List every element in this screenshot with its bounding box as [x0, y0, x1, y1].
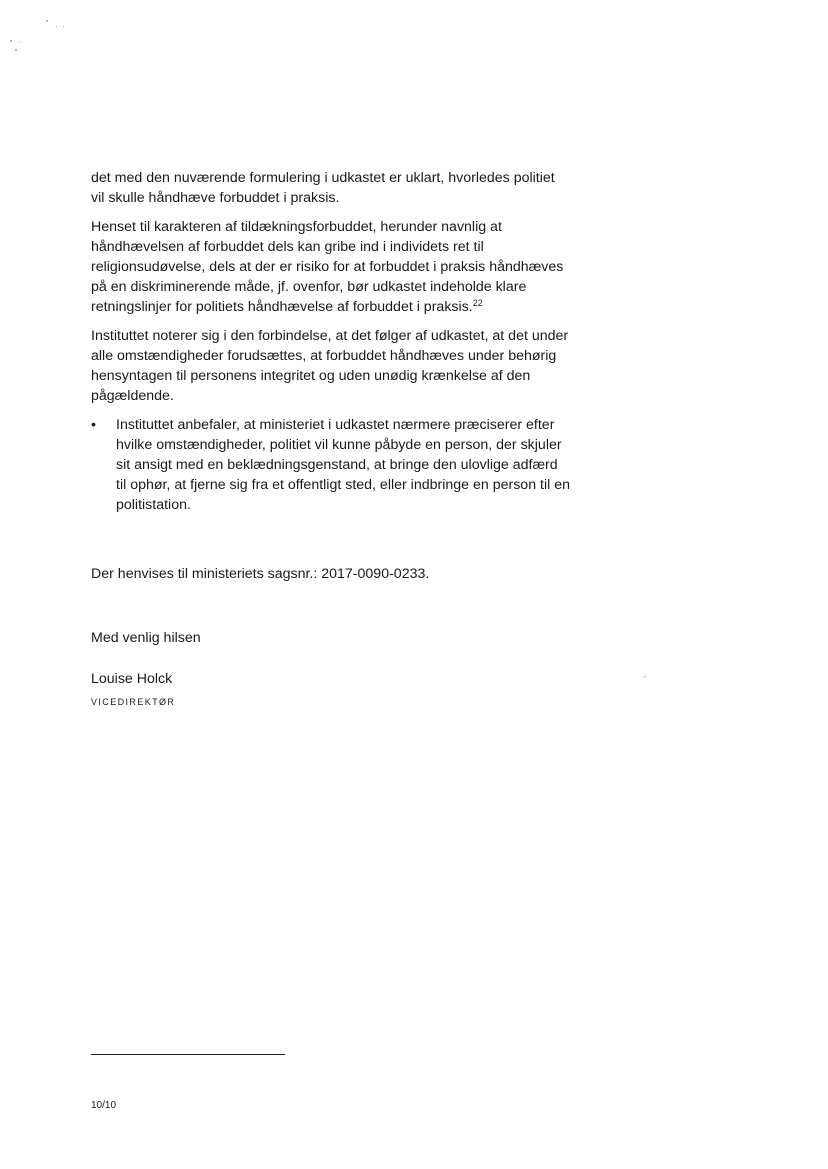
scan-speck — [63, 26, 64, 27]
closing-salutation: Med venlig hilsen — [91, 630, 201, 646]
page-number: 10/10 — [91, 1100, 117, 1111]
footnote-separator — [91, 1054, 285, 1055]
case-reference: Der henvises til ministeriets sagsnr.: 2017-0090-0233. — [91, 566, 430, 582]
scan-speck — [56, 26, 57, 27]
scan-speck — [15, 49, 17, 51]
recommendation-list — [91, 415, 571, 515]
letter-body — [91, 168, 571, 515]
scan-specks — [8, 18, 78, 58]
paragraph — [91, 168, 571, 208]
scan-speck — [20, 42, 21, 43]
scan-speck — [46, 20, 48, 22]
paragraph — [91, 326, 571, 406]
scan-speck — [643, 676, 646, 677]
recommendation-text: Instituttet anbefaler, at ministeriet i udkastet nærmere præciserer efter hvilke omstændigheder, politiet vil kunne påbyde en person, der skjuler sit ansigt med en beklædningsgenstand, at bringe den ulovlige adfærd til ophør, at fjerne sig fra et offentligt sted, eller indbringe en person til en politistation. — [116, 417, 570, 513]
footnote-reference: 22 — [472, 298, 483, 308]
paragraph-text: det med den nuværende formulering i udkastet er uklart, hvorledes politiet vil skulle håndhæve forbuddet i praksis. — [91, 170, 555, 206]
recommendation-item — [91, 415, 571, 515]
paragraph-text: Instituttet noterer sig i den forbindelse, at det følger af udkastet, at det under alle omstændigheder forudsættes, at forbuddet håndhæves under behørig hensyntagen til personens integritet og uden unødig krænkelse af den pågældende. — [91, 328, 569, 404]
scan-speck — [10, 40, 12, 42]
bullet-icon: • — [91, 417, 96, 433]
paragraph — [91, 217, 571, 317]
signer-name: Louise Holck — [91, 671, 173, 687]
paragraph-text: Henset til karakteren af tildækningsforbuddet, herunder navnlig at håndhævelsen af forbuddet dels kan gribe ind i individets ret til religionsudøvelse, dels at der er risiko for at forbuddet i praksis håndhæves på en diskriminerende måde, jf. ovenfor, bør udkastet indeholde klare retningslinjer for politiets håndhævelse af forbuddet i praksis. — [91, 219, 564, 315]
signer-title: VICEDIREKTØR — [91, 697, 176, 707]
